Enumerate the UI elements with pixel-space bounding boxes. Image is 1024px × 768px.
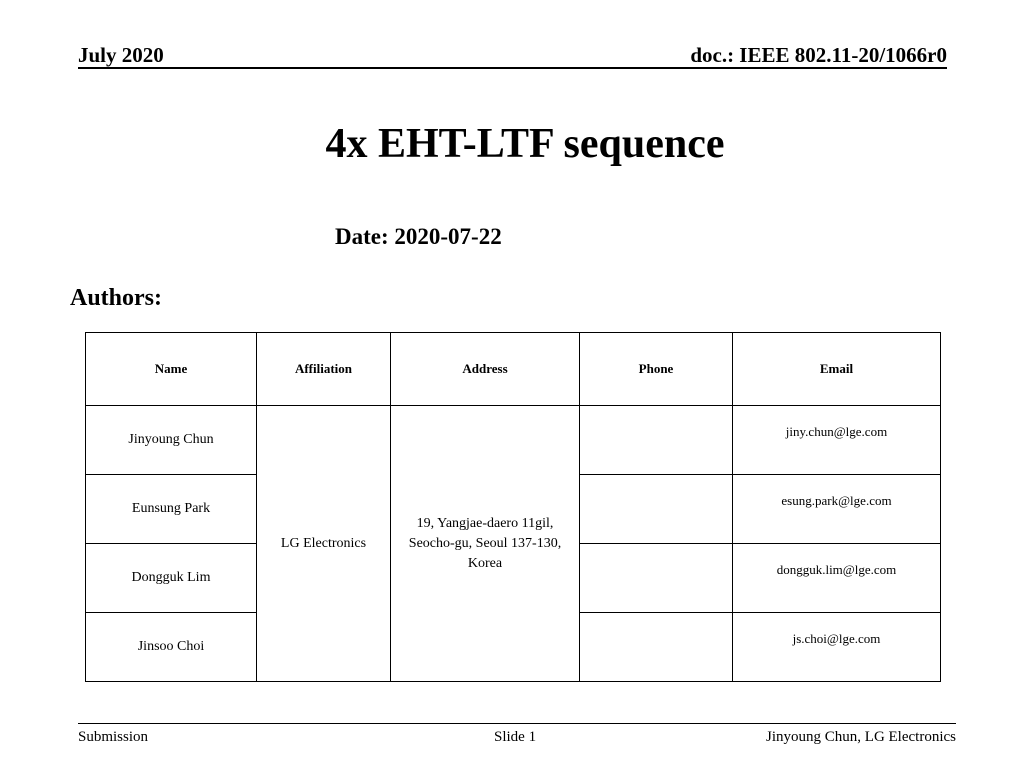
table-row <box>86 406 941 475</box>
column-header-phone: Phone <box>580 333 733 406</box>
author-email: esung.park@lge.com <box>733 475 941 544</box>
slide-title: 4x EHT-LTF sequence <box>325 121 725 167</box>
author-phone <box>580 475 733 544</box>
column-header-affiliation: Affiliation <box>257 333 391 406</box>
authors-table <box>85 332 941 682</box>
author-email: dongguk.lim@lge.com <box>733 544 941 613</box>
author-phone <box>580 406 733 475</box>
author-name: Jinsoo Choi <box>86 613 257 682</box>
header-divider <box>78 67 947 69</box>
header-doc-id: doc.: IEEE 802.11-20/1066r0 <box>690 43 947 67</box>
header-date: July 2020 <box>78 43 164 67</box>
author-name: Jinyoung Chun <box>86 406 257 475</box>
authors-label: Authors: <box>70 285 163 311</box>
date-line: Date: 2020-07-22 <box>335 224 502 249</box>
table-header-row <box>86 333 941 406</box>
affiliation-cell: LG Electronics <box>257 406 391 682</box>
author-name: Dongguk Lim <box>86 544 257 613</box>
column-header-address: Address <box>391 333 580 406</box>
author-phone <box>580 613 733 682</box>
author-email: js.choi@lge.com <box>733 613 941 682</box>
footer-divider <box>78 723 956 724</box>
author-email: jiny.chun@lge.com <box>733 406 941 475</box>
footer-slide-number: Slide 1 <box>494 729 537 745</box>
footer-author: Jinyoung Chun, LG Electronics <box>766 729 956 745</box>
author-phone <box>580 544 733 613</box>
address-cell: 19, Yangjae-daero 11gil, Seocho-gu, Seoul 137-130, Korea <box>391 406 580 682</box>
author-name: Eunsung Park <box>86 475 257 544</box>
column-header-email: Email <box>733 333 941 406</box>
footer-submission: Submission <box>78 729 149 745</box>
column-header-name: Name <box>86 333 257 406</box>
